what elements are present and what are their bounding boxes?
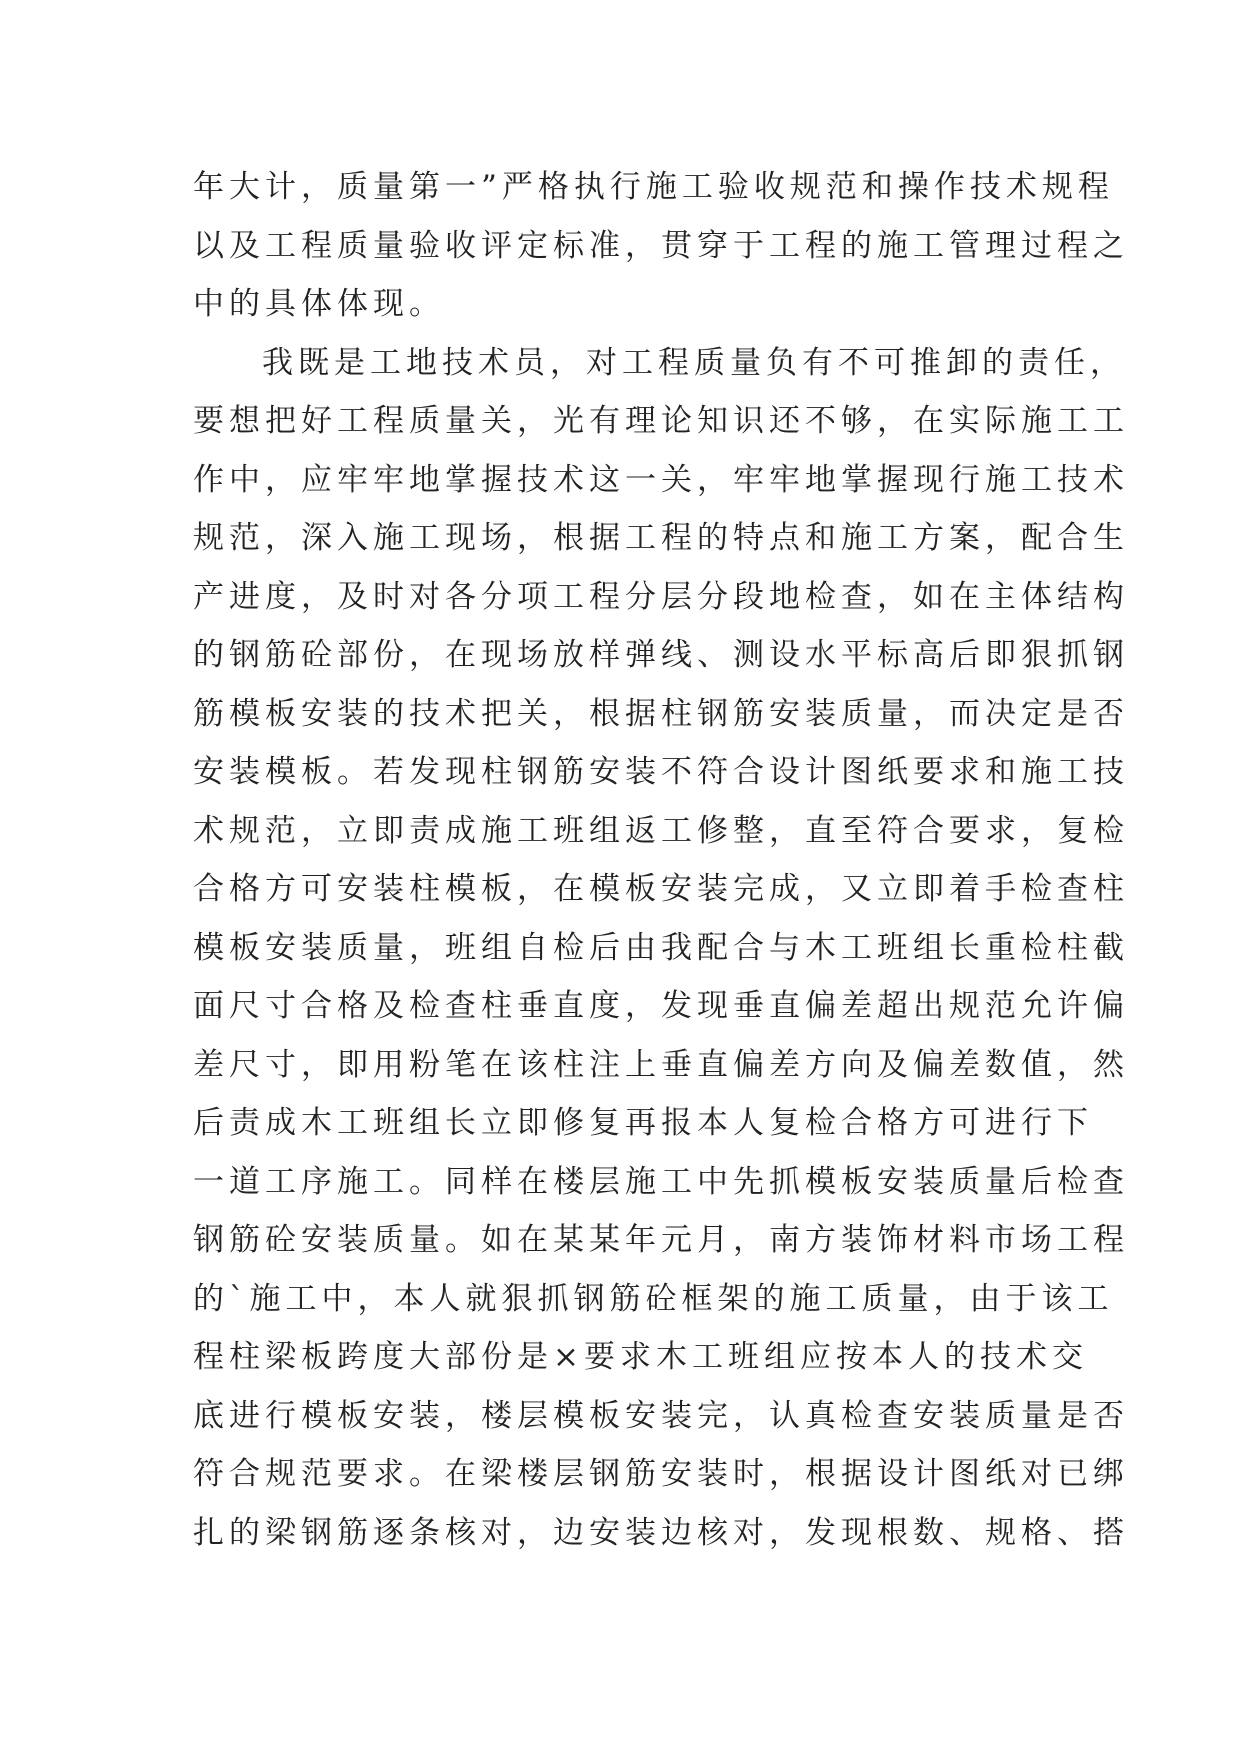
text-line: 的`施工中，本人就狠抓钢筋砼框架的施工质量，由于该工 <box>193 1280 1114 1317</box>
text-line: 差尺寸，即用粉笔在该柱注上垂直偏差方向及偏差数值，然 <box>193 1046 1129 1083</box>
text-line: 钢筋砼安装质量。如在某某年元月，南方装饰材料市场工程 <box>193 1222 1129 1258</box>
text-line: 筋模板安装的技术把关，根据柱钢筋安装质量，而决定是否 <box>193 695 1129 732</box>
text-line: 产进度，及时对各分项工程分层分段地检查，如在主体结构 <box>193 578 1129 615</box>
text-line: 符合规范要求。在梁楼层钢筋安装时，根据设计图纸对已绑 <box>193 1456 1129 1492</box>
text-line: 中的具体体现。 <box>193 286 445 322</box>
text-line: 以及工程质量验收评定标准，贯穿于工程的施工管理过程之 <box>193 227 1129 264</box>
text-line: 程柱梁板跨度大部份是×要求木工班组应按本人的技术交 <box>193 1339 1088 1375</box>
text-line: 作中，应牢牢地掌握技术这一关，牢牢地掌握现行施工技术 <box>193 461 1129 498</box>
text-line: 扎的梁钢筋逐条核对，边安装边核对，发现根数、规格、搭 <box>193 1514 1129 1551</box>
text-line: 合格方可安装柱模板，在模板安装完成，又立即着手检查柱 <box>193 871 1129 907</box>
text-line: 面尺寸合格及检查柱垂直度，发现垂直偏差超出规范允许偏 <box>193 988 1129 1024</box>
paragraph-first-line: 我既是工地技术员，对工程质量负有不可推卸的责任， <box>262 344 1126 381</box>
text-line: 的钢筋砼部份，在现场放样弹线、测设水平标高后即狠抓钢 <box>193 637 1129 673</box>
text-line: 一道工序施工。同样在楼层施工中先抓模板安装质量后检查 <box>193 1163 1129 1200</box>
text-line: 模板安装质量，班组自检后由我配合与木工班组长重检柱截 <box>193 929 1129 966</box>
text-line: 后责成木工班组长立即修复再报本人复检合格方可进行下 <box>193 1105 1093 1141</box>
text-line: 规范，深入施工现场，根据工程的特点和施工方案，配合生 <box>193 520 1129 556</box>
text-line: 要想把好工程质量关，光有理论知识还不够，在实际施工工 <box>193 403 1129 439</box>
text-line: 安装模板。若发现柱钢筋安装不符合设计图纸要求和施工技 <box>193 754 1129 790</box>
text-line: 术规范，立即责成施工班组返工修整，直至符合要求，复检 <box>193 812 1129 849</box>
body-text <box>193 158 1129 1562</box>
text-line: 底进行模板安装，楼层模板安装完，认真检查安装质量是否 <box>193 1397 1129 1434</box>
text-line: 年大计，质量第一”严格执行施工验收规范和操作技术规程 <box>193 169 1114 205</box>
